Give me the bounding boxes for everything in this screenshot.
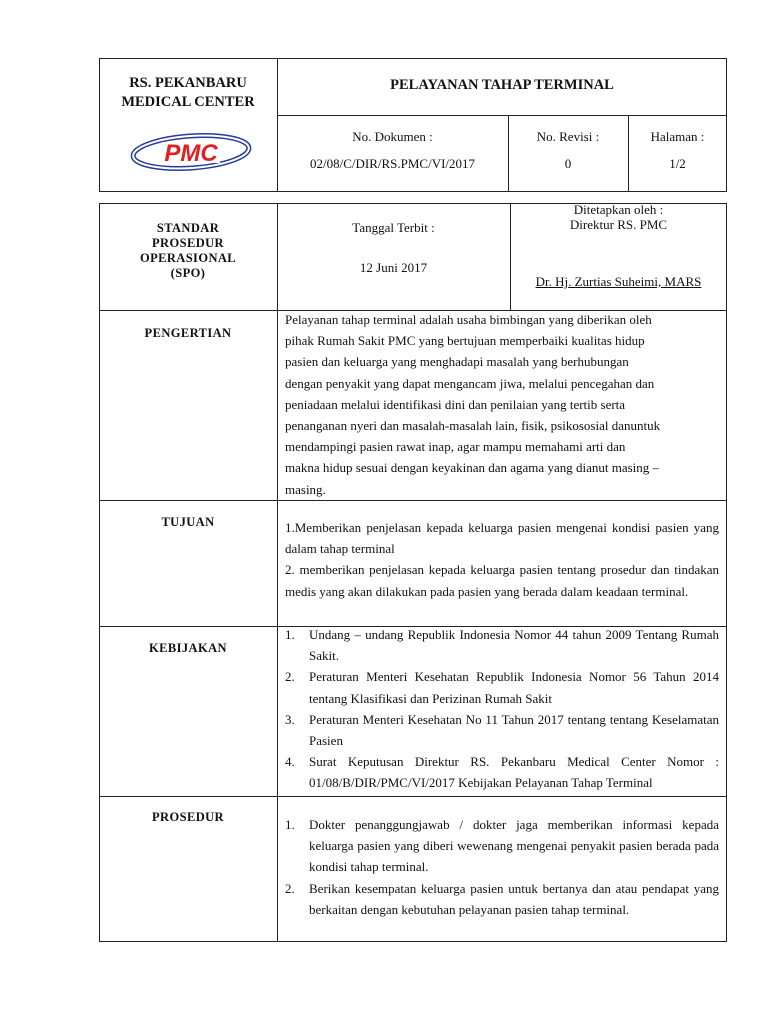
list-number: 1.	[285, 817, 295, 832]
no-dokumen-label: No. Dokumen :	[352, 129, 433, 144]
spo-label-line4: (SPO)	[170, 266, 206, 280]
signatory-name: Dr. Hj. Zurtias Suheimi, MARS	[535, 274, 702, 289]
kebijakan-list	[279, 624, 719, 794]
pmc-logo	[128, 128, 254, 176]
kebijakan-label: KEBIJAKAN	[149, 641, 227, 655]
tujuan-item: 2. memberikan penjelasan kepada keluarga pasien tentang prosedur dan tindakan medis yang akan dilakukan pada pasien yang berada dalam keadaan terminal.	[285, 562, 719, 599]
row-divider	[99, 796, 727, 797]
pengertian-text	[285, 309, 725, 500]
list-number: 2.	[285, 669, 295, 685]
kebijakan-item	[279, 666, 719, 708]
kebijakan-item	[279, 709, 719, 751]
tanggal-terbit-label: Tanggal Terbit :	[352, 220, 435, 235]
header-divider	[277, 115, 727, 116]
list-text: Peraturan Menteri Kesehatan Republik Indonesia Nomor 56 Tahun 2014 tentang Klasifikasi dan Perizinan Rumah Sakit	[309, 669, 719, 706]
pengertian-line: dengan penyakit yang dapat mengancam jiwa, melalui pencegahan dan	[285, 375, 655, 391]
hospital-name-line1: RS. PEKANBARU	[129, 75, 247, 91]
pmc-logo-text: PMC	[164, 140, 218, 167]
pengertian-line: penanganan nyeri dan masalah-masalah lain, fisik, psikososial danuntuk	[285, 418, 661, 434]
list-text: Berikan kesempatan keluarga pasien untuk bertanya dan atau pendapat yang berkaitan dengan kebutuhan pelayanan pasien tahap terminal.	[309, 880, 719, 917]
spo-label-line2: PROSEDUR	[152, 236, 224, 250]
pengertian-label: PENGERTIAN	[144, 326, 232, 340]
tanggal-terbit-value: 12 Juni 2017	[359, 260, 428, 275]
pengertian-line: makna hidup sesuai dengan keyakinan dan agama yang dianut masing –	[285, 460, 660, 476]
list-number: 1.	[285, 627, 295, 642]
list-text: Surat Keputusan Direktur RS. Pekanbaru Medical Center Nomor : 01/08/B/DIR/PMC/VI/2017 Kebijakan Pelayanan Tahap Terminal	[309, 754, 719, 791]
no-revisi-label: No. Revisi :	[536, 129, 600, 144]
tujuan-item: 1.Memberikan penjelasan kepada keluarga pasien mengenai kondisi pasien yang dalam tahap terminal	[285, 520, 719, 557]
tujuan-label: TUJUAN	[161, 515, 215, 529]
list-text: Peraturan Menteri Kesehatan No 11 Tahun 2017 tentang tentang Keselamatan Pasien	[309, 711, 719, 749]
hospital-name-line2: MEDICAL CENTER	[121, 94, 255, 110]
spo-label	[99, 221, 277, 281]
list-text: Dokter penanggungjawab / dokter jaga memberikan informasi kepada keluarga pasien yang diberi wewenang mengenai penyakit pasien berada pada kondisi tahap terminal.	[309, 817, 719, 875]
prosedur-item	[279, 814, 719, 878]
tujuan-text	[285, 517, 719, 602]
kebijakan-item	[279, 624, 719, 666]
no-revisi-value: 0	[564, 156, 572, 171]
hospital-name	[99, 74, 277, 112]
ditetapkan-by: Direktur RS. PMC	[569, 217, 668, 232]
halaman-value: 1/2	[669, 156, 686, 171]
list-text: Undang – undang Republik Indonesia Nomor 44 tahun 2009 Tentang Rumah Sakit.	[309, 627, 719, 664]
pengertian-line: masing.	[285, 481, 326, 497]
pengertian-line: pihak Rumah Sakit PMC yang bertujuan memperbaiki kualitas hidup	[285, 333, 645, 349]
list-number: 3.	[285, 711, 295, 727]
document-title: PELAYANAN TAHAP TERMINAL	[390, 77, 614, 93]
halaman-label: Halaman :	[650, 129, 705, 144]
pengertian-line: pasien dan keluarga yang menghadapi masalah yang berhubungan	[285, 354, 629, 370]
kebijakan-item	[279, 751, 719, 793]
prosedur-item	[279, 878, 719, 920]
prosedur-label: PROSEDUR	[152, 810, 224, 824]
prosedur-list	[279, 814, 719, 920]
row-divider	[99, 500, 727, 501]
no-dokumen-value: 02/08/C/DIR/RS.PMC/VI/2017	[309, 156, 476, 171]
pengertian-line: Pelayanan tahap terminal adalah usaha bimbingan yang diberikan oleh	[285, 312, 652, 327]
pengertian-line: peniadaan melalui identifikasi dini dan penilaian yang tertib serta	[285, 396, 626, 412]
list-number: 4.	[285, 754, 295, 770]
column-divider	[277, 203, 278, 942]
spo-label-line3: OPERASIONAL	[139, 251, 237, 265]
list-number: 2.	[285, 880, 295, 896]
ditetapkan-label: Ditetapkan oleh :	[573, 202, 664, 217]
pengertian-line: mendampingi pasien rawat inap, agar mampu memahami arti dan	[285, 439, 626, 455]
spo-label-line1: STANDAR	[156, 221, 220, 235]
